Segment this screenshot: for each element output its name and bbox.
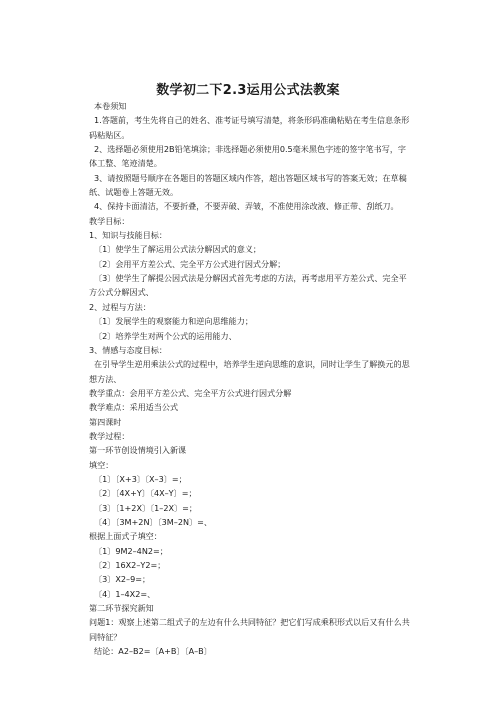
fill2-item: 〔2〕16X2–Y2=；	[94, 560, 166, 570]
fill2-heading: 根据上面式子填空：	[89, 531, 162, 542]
fill-item: 〔2〕〔4X+Y〕〔4X–Y〕=；	[94, 488, 197, 499]
fill2-item: 〔4〕1–4X2=、	[94, 588, 156, 599]
goal3-heading: 3、情感与态度目标：	[89, 344, 167, 355]
fill-item: 〔3〕〔1+2X〕〔1–2X〕=；	[94, 502, 198, 513]
key-point: 教学重点：会用平方差公式、完全平方公式进行因式分解	[89, 387, 292, 398]
document-title: 数学初二下2.3运用公式法教案	[156, 83, 340, 98]
notice-item: 4、保持卡面清洁，不要折叠，不要弄破、弄皱，不准使用涂改液、修正带、刮纸刀。	[94, 201, 399, 212]
goal2-heading: 2、过程与方法：	[89, 301, 151, 312]
goal2-item: 〔1〕发展学生的观察能力和逆向思维能力；	[94, 316, 253, 327]
fill-item: 〔1〕〔X+3〕〔X–3〕=；	[94, 473, 187, 484]
notice-item: 2、选择题必须使用2B铅笔填涂；非选择题必须使用0.5毫米黑色字迹的签字笔书写，字体工整、笔迹清楚。	[89, 144, 407, 169]
notice-item: 1.答题前，考生先将自己的姓名、准考证号填写清楚，将条形码准确粘贴在考生信息条形码粘贴区。	[89, 115, 410, 140]
goal1-item: 〔3〕使学生了解提公因式法是分解因式首先考虑的方法，再考虑用平方差公式、完全平方公式分解因式、	[89, 273, 407, 298]
conclusion: 结论：A2–B2=〔A+B〕〔A–B〕	[94, 646, 212, 657]
fill-item: 〔4〕〔3M+2N〕〔3M–2N〕=、	[94, 516, 212, 527]
goal1-item: 〔1〕使学生了解运用公式法分解因式的意义；	[94, 244, 262, 255]
fill2-item: 〔1〕9M2–4N2=；	[94, 545, 168, 556]
fill2-item: 〔3〕X2–9=；	[94, 574, 151, 585]
notice-item: 3、请按照题号顺序在各题目的答题区域内作答，超出答题区域书写的答案无效；在草稿纸、试题卷上答题无效。	[89, 172, 407, 198]
lesson-number: 第四课时	[89, 416, 122, 427]
step1-heading: 第一环节创设情境引入新课	[89, 445, 187, 456]
difficulty: 教学难点：采用适当公式	[89, 402, 179, 413]
goal1-item: 〔2〕会用平方差公式、完全平方公式进行因式分解；	[94, 258, 286, 269]
step2-heading: 第二环节探究新知	[89, 603, 154, 614]
fill-heading: 填空：	[89, 459, 114, 470]
question-1: 问题1：观察上述第二组式子的左边有什么共同特征？把它们写成乘积形式以后又有什么共同特征？	[89, 617, 410, 642]
process-heading: 教学过程：	[89, 430, 130, 441]
goal2-item: 〔2〕培养学生对两个公式的运用能力、	[94, 330, 237, 341]
goal1-heading: 1、知识与技能目标：	[89, 230, 167, 241]
goals-heading: 教学目标：	[89, 215, 130, 226]
goal3-text: 在引导学生逆用乘法公式的过程中，培养学生逆向思维的意识，同时让学生了解换元的思想方法、	[89, 359, 410, 384]
notice-heading: 本卷须知	[94, 101, 127, 111]
document-body	[89, 99, 414, 658]
